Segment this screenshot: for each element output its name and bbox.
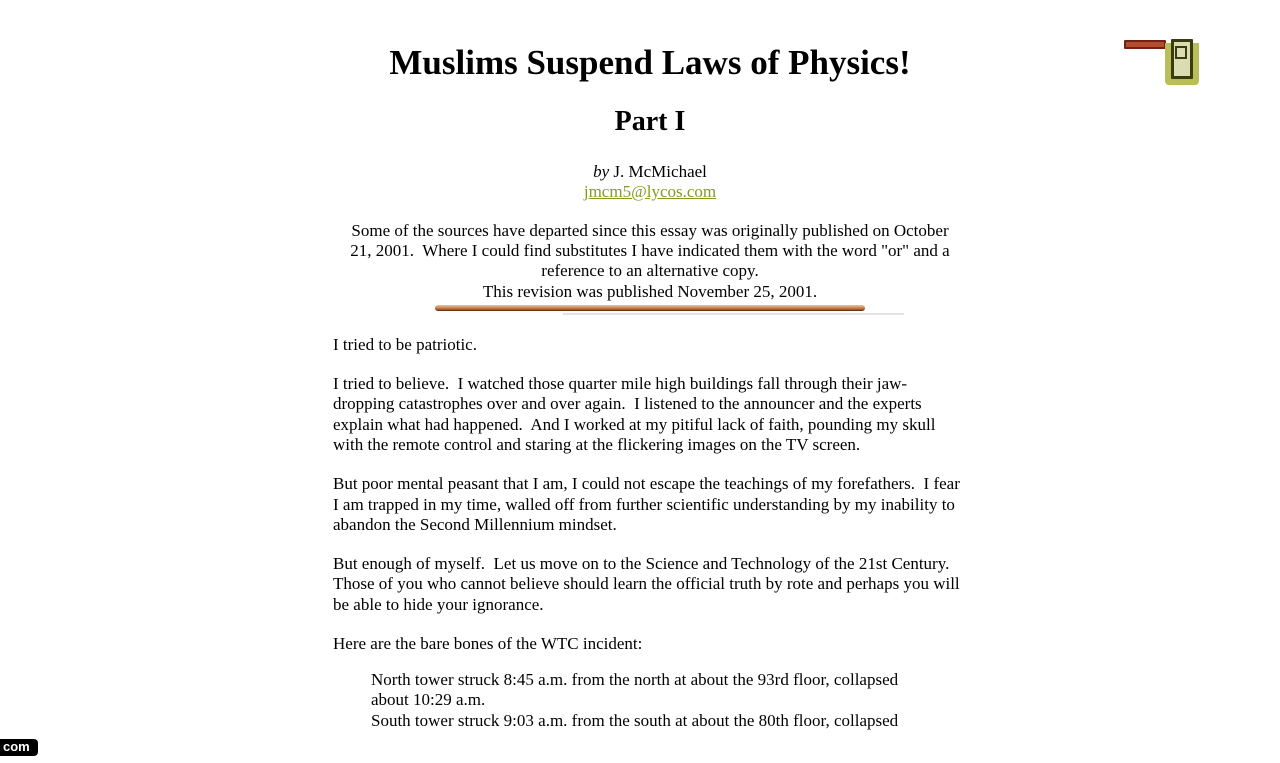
incident-line-south-tower: South tower struck 9:03 a.m. from the south at about the 80th floor, collapsed bbox=[371, 710, 899, 730]
watermark-badge: com bbox=[0, 739, 38, 756]
article bbox=[333, 43, 967, 731]
paragraph: Here are the bare bones of the WTC incident: bbox=[333, 633, 643, 653]
paragraph: I tried to be patriotic. bbox=[333, 335, 477, 355]
email-link[interactable]: jmcm5@lycos.com bbox=[583, 182, 717, 201]
notice-line: reference to an alternative copy. bbox=[541, 261, 759, 281]
incident-line-north-tower: North tower struck 8:45 a.m. from the north at about the 93rd floor, collapsed about 10:29 a.m. bbox=[371, 670, 903, 710]
paragraph: I tried to believe. I watched those quarter mile high buildings fall through their jaw-dropping catastrophes over and over again. I listened to the announcer and the experts explain what had happened. And I worked at my pitiful lack of faith, pounding my skull with the remote control and staring at the flickering images on the TV screen. bbox=[333, 374, 940, 455]
wtc-incident-list bbox=[371, 670, 929, 731]
horizontal-rule bbox=[435, 305, 865, 311]
page-subtitle: Part I bbox=[614, 106, 686, 137]
byline-name: J. McMichael bbox=[613, 161, 707, 181]
paragraph: But poor mental peasant that I am, I could not escape the teachings of my forefathers. I fear I am trapped in my time, walled off from further scientific understanding by my inability to abandon the Second Millennium mindset. bbox=[333, 474, 965, 534]
top-red-bar-fragment bbox=[1124, 40, 1166, 49]
byline-prefix: by bbox=[593, 161, 610, 181]
document-icon-square bbox=[1175, 46, 1187, 59]
revision-notice bbox=[333, 221, 967, 303]
paragraph: But enough of myself. Let us move on to the Science and Technology of the 21st Century. Those of you who cannot believe should learn the official truth by rote and perhaps you will be able to hide your ignorance. bbox=[333, 553, 964, 614]
separator bbox=[333, 305, 967, 312]
webpage bbox=[0, 43, 1280, 763]
horizontal-rule-shadow bbox=[563, 313, 904, 315]
notice-line: 21, 2001. Where I could find substitutes I have indicated them with the word "or" and a bbox=[350, 240, 950, 260]
notice-line: Some of the sources have departed since this essay was originally published on October bbox=[351, 220, 949, 240]
byline bbox=[333, 162, 967, 203]
document-icon[interactable] bbox=[1165, 43, 1199, 85]
document-icon-body bbox=[1171, 39, 1193, 79]
page-title: Muslims Suspend Laws of Physics! bbox=[389, 43, 911, 82]
notice-line: This revision was published November 25, 2001. bbox=[482, 281, 818, 301]
